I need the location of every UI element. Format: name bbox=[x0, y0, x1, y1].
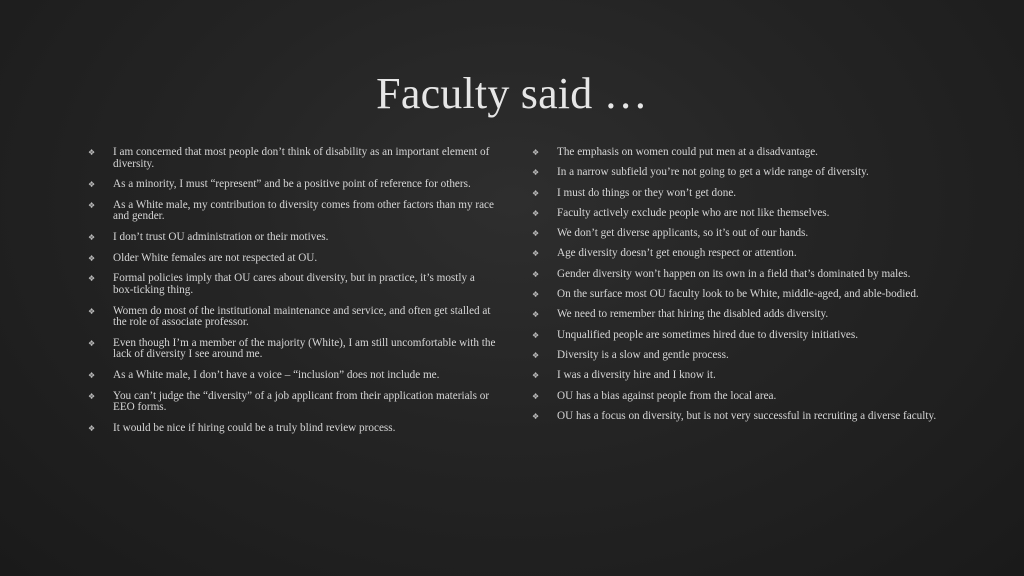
diamond-bullet-icon: ❖ bbox=[88, 180, 96, 190]
diamond-bullet-icon: ❖ bbox=[532, 411, 540, 421]
diamond-bullet-icon: ❖ bbox=[88, 391, 96, 401]
left-bullet-list bbox=[88, 147, 496, 444]
list-item bbox=[88, 232, 496, 244]
list-item bbox=[88, 306, 496, 329]
list-item bbox=[532, 167, 944, 179]
list-item-text: Faculty actively exclude people who are not like themselves. bbox=[557, 206, 830, 219]
diamond-bullet-icon: ❖ bbox=[88, 148, 96, 157]
diamond-bullet-icon: ❖ bbox=[532, 188, 540, 198]
list-item-text: Age diversity doesn’t get enough respect or attention. bbox=[557, 247, 797, 260]
list-item-text: Formal policies imply that OU cares about diversity, but in practice, it’s mostly a box-ticking thing. bbox=[113, 272, 475, 296]
list-item-text: In a narrow subfield you’re not going to get a wide range of diversity. bbox=[557, 166, 869, 179]
diamond-bullet-icon: ❖ bbox=[88, 274, 96, 284]
right-bullet-list bbox=[532, 147, 944, 431]
list-item-text: Older White females are not respected at OU. bbox=[113, 251, 318, 264]
list-item-text: Diversity is a slow and gentle process. bbox=[557, 348, 729, 361]
list-item-text: OU has a focus on diversity, but is not very successful in recruiting a diverse faculty. bbox=[557, 409, 937, 422]
list-item bbox=[88, 338, 496, 361]
diamond-bullet-icon: ❖ bbox=[532, 350, 540, 360]
list-item bbox=[532, 330, 944, 342]
list-item-text: The emphasis on women could put men at a disadvantage. bbox=[557, 146, 818, 158]
list-item bbox=[532, 188, 944, 200]
diamond-bullet-icon: ❖ bbox=[88, 253, 96, 263]
diamond-bullet-icon: ❖ bbox=[88, 200, 96, 210]
diamond-bullet-icon: ❖ bbox=[532, 290, 540, 300]
diamond-bullet-icon: ❖ bbox=[532, 229, 540, 239]
diamond-bullet-icon: ❖ bbox=[532, 310, 540, 320]
list-item-text: Gender diversity won’t happen on its own in a field that’s dominated by males. bbox=[557, 267, 911, 280]
list-item-text: It would be nice if hiring could be a truly blind review process. bbox=[113, 421, 396, 434]
list-item bbox=[532, 411, 944, 423]
list-item bbox=[88, 370, 496, 382]
list-item bbox=[532, 309, 944, 321]
list-item-text: I must do things or they won’t get done. bbox=[557, 186, 737, 199]
list-item-text: On the surface most OU faculty look to be White, middle-aged, and able-bodied. bbox=[557, 288, 919, 301]
list-item-text: OU has a bias against people from the local area. bbox=[557, 389, 777, 402]
diamond-bullet-icon: ❖ bbox=[88, 338, 96, 348]
list-item-text: We need to remember that hiring the disabled adds diversity. bbox=[557, 308, 829, 321]
list-item bbox=[88, 200, 496, 223]
list-item bbox=[88, 273, 496, 296]
diamond-bullet-icon: ❖ bbox=[88, 306, 96, 316]
list-item bbox=[532, 147, 944, 159]
list-item-text: As a White male, I don’t have a voice – “inclusion” does not include me. bbox=[113, 369, 440, 381]
list-item-text: We don’t get diverse applicants, so it’s out of our hands. bbox=[557, 227, 809, 240]
list-item bbox=[88, 179, 496, 191]
list-item-text: Unqualified people are sometimes hired due to diversity initiatives. bbox=[557, 328, 859, 341]
diamond-bullet-icon: ❖ bbox=[532, 371, 540, 381]
diamond-bullet-icon: ❖ bbox=[532, 269, 540, 279]
diamond-bullet-icon: ❖ bbox=[532, 249, 540, 259]
list-item bbox=[532, 228, 944, 240]
list-item bbox=[532, 289, 944, 301]
diamond-bullet-icon: ❖ bbox=[88, 423, 96, 433]
list-item bbox=[532, 269, 944, 281]
list-item bbox=[88, 423, 496, 435]
list-item bbox=[88, 391, 496, 414]
list-item-text: As a White male, my contribution to diversity comes from other factors than my race and gender. bbox=[113, 198, 494, 223]
list-item bbox=[532, 248, 944, 260]
list-item bbox=[88, 147, 496, 170]
diamond-bullet-icon: ❖ bbox=[88, 233, 96, 243]
list-item-text: Even though I’m a member of the majority (White), I am still uncomfortable with the lack of diversity I see around me. bbox=[113, 336, 496, 361]
list-item bbox=[532, 350, 944, 362]
list-item-text: I was a diversity hire and I know it. bbox=[557, 369, 716, 382]
diamond-bullet-icon: ❖ bbox=[532, 148, 540, 157]
diamond-bullet-icon: ❖ bbox=[532, 208, 540, 218]
diamond-bullet-icon: ❖ bbox=[532, 330, 540, 340]
diamond-bullet-icon: ❖ bbox=[88, 371, 96, 380]
diamond-bullet-icon: ❖ bbox=[532, 168, 540, 178]
list-item bbox=[532, 370, 944, 382]
list-item-text: As a minority, I must “represent” and be a positive point of reference for others. bbox=[113, 178, 471, 191]
list-item bbox=[532, 208, 944, 220]
diamond-bullet-icon: ❖ bbox=[532, 391, 540, 401]
list-item-text: I don’t trust OU administration or their motives. bbox=[113, 231, 329, 244]
list-item bbox=[532, 391, 944, 403]
list-item-text: Women do most of the institutional maintenance and service, and often get stalled at the role of associate professor. bbox=[113, 304, 491, 329]
list-item-text: I am concerned that most people don’t think of disability as an important element of diversity. bbox=[113, 146, 490, 170]
list-item-text: You can’t judge the “diversity” of a job applicant from their application materials or EEO forms. bbox=[113, 389, 490, 414]
slide-title: Faculty said … bbox=[376, 69, 648, 118]
list-item bbox=[88, 253, 496, 265]
